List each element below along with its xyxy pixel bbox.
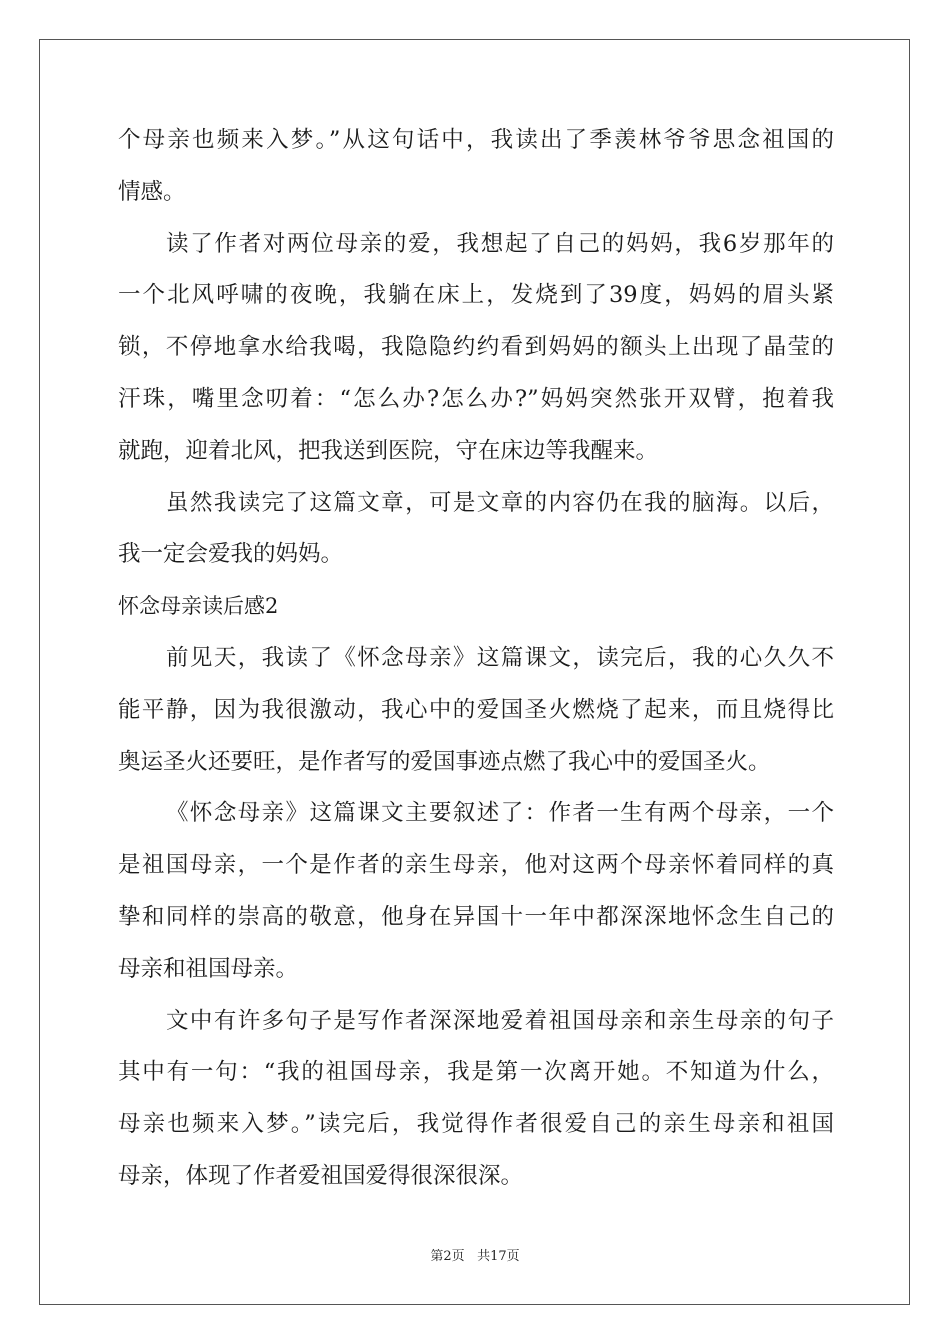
text-line: 读了作者对两位母亲的爱，我想起了自己的妈妈，我6岁那年的 [166, 230, 834, 257]
text-line: 奥运圣火还要旺，是作者写的爱国事迹点燃了我心中的爱国圣火。 [118, 748, 771, 775]
text-line: 母亲，体现了作者爱祖国爱得很深很深。 [118, 1163, 524, 1189]
text-line: 母亲也频来入梦。”读完后，我觉得作者很爱自己的亲生母亲和祖国 [118, 1111, 834, 1138]
text-line: 锁，不停地拿水给我喝，我隐隐约约看到妈妈的额头上出现了晶莹的 [118, 334, 834, 361]
total-pages-label: 共17页 [477, 1249, 520, 1264]
text-line: 母亲和祖国母亲。 [118, 955, 299, 982]
section-heading: 怀念母亲读后感2 [118, 594, 279, 619]
text-line: 挚和同样的崇高的敬意，他身在异国十一年中都深深地怀念生自己的 [118, 904, 834, 930]
text-line: 前见天，我读了《怀念母亲》这篇课文，读完后，我的心久久不 [166, 645, 834, 671]
text-line: 就跑，迎着北风，把我送到医院，守在床边等我醒来。 [118, 437, 659, 464]
text-line: 一个北风呼啸的夜晚，我躺在床上，发烧到了39度，妈妈的眉头紧 [118, 282, 834, 309]
text-line: 文中有许多句子是写作者深深地爱着祖国母亲和亲生母亲的句子 [166, 1007, 834, 1034]
text-line: 能平静，因为我很激动，我心中的爱国圣火燃烧了起来，而且烧得比 [118, 696, 834, 723]
text-line: 虽然我读完了这篇文章，可是文章的内容仍在我的脑海。以后， [166, 489, 834, 516]
text-line: 《怀念母亲》这篇课文主要叙述了：作者一生有两个母亲，一个 [166, 800, 834, 827]
text-line: 我一定会爱我的妈妈。 [118, 541, 344, 568]
current-page-label: 第2页 [430, 1249, 465, 1264]
text-line: 是祖国母亲，一个是作者的亲生母亲，他对这两个母亲怀着同样的真 [118, 852, 834, 879]
text-line: 汗珠，嘴里念叨着：“怎么办?怎么办?”妈妈突然张开双臂，抱着我 [118, 386, 834, 412]
text-line: 个母亲也频来入梦。”从这句话中，我读出了季羡林爷爷思念祖国的 [118, 127, 834, 153]
text-line: 情感。 [118, 178, 186, 205]
page-footer [0, 1248, 950, 1266]
text-line: 其中有一句：“我的祖国母亲，我是第一次离开她。不知道为什么， [118, 1059, 834, 1086]
